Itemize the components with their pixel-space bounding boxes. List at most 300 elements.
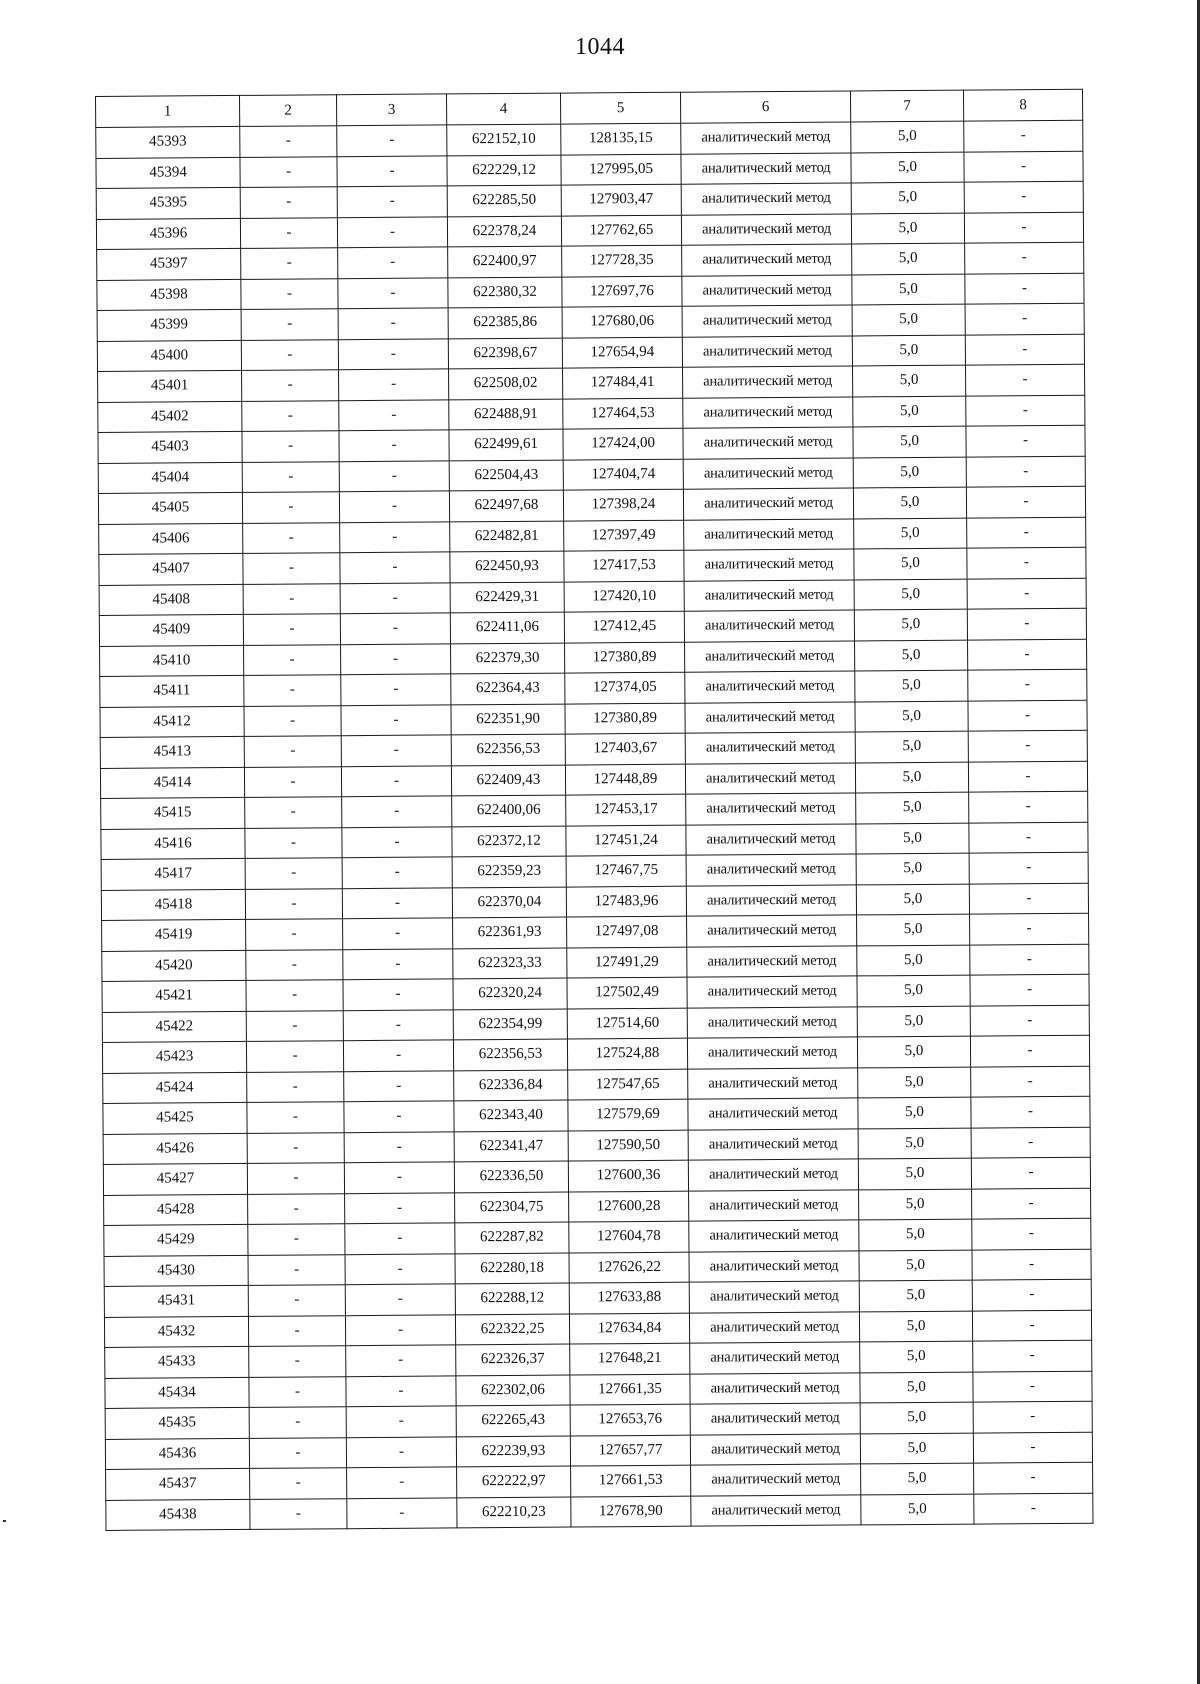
table-cell-col-7: 5,0 (855, 762, 968, 793)
table-cell-col-3: - (337, 216, 447, 247)
table-cell-col-3: - (343, 948, 453, 979)
table-cell-col-7: 5,0 (857, 945, 970, 976)
coordinates-table-container (95, 89, 1092, 1531)
table-cell-col-2: - (242, 492, 339, 523)
table-cell-col-8: - (972, 1249, 1091, 1280)
table-cell-col-5: 127661,35 (570, 1374, 690, 1405)
table-cell-col-7: 5,0 (854, 518, 967, 549)
table-cell-col-8: - (968, 669, 1087, 700)
table-cell-col-6: аналитический метод (681, 122, 851, 154)
table-cell-col-6: аналитический метод (684, 549, 854, 581)
table-cell-col-4: 622400,06 (452, 795, 566, 826)
table-cell-col-6: аналитический метод (689, 1220, 859, 1252)
table-cell-col-2: - (246, 949, 343, 980)
table-cell-col-1: 45434 (105, 1377, 249, 1409)
table-cell-col-5: 127604,78 (569, 1221, 689, 1252)
table-cell-col-6: аналитический метод (690, 1342, 860, 1374)
table-cell-col-4: 622152,10 (447, 124, 561, 155)
table-cell-col-7: 5,0 (856, 884, 969, 915)
table-cell-col-6: аналитический метод (684, 518, 854, 550)
table-cell-col-3: - (342, 887, 452, 918)
table-cell-col-1: 45437 (106, 1468, 250, 1500)
table-cell-col-7: 5,0 (851, 213, 964, 244)
table-cell-col-2: - (245, 888, 342, 919)
table-cell-col-1: 45435 (105, 1407, 249, 1439)
column-header-3: 3 (336, 94, 446, 126)
table-cell-col-2: - (248, 1254, 345, 1285)
table-cell-col-3: - (338, 247, 448, 278)
table-cell-col-3: - (343, 979, 453, 1010)
table-cell-col-2: - (241, 278, 338, 309)
table-cell-col-2: - (249, 1407, 346, 1438)
table-cell-col-8: - (974, 1493, 1093, 1524)
table-cell-col-5: 127417,53 (564, 550, 684, 581)
table-cell-col-8: - (973, 1432, 1092, 1463)
table-cell-col-8: - (967, 547, 1086, 578)
table-cell-col-6: аналитический метод (683, 427, 853, 459)
table-cell-col-4: 622359,23 (452, 856, 566, 887)
table-cell-col-2: - (244, 644, 341, 675)
scan-speck (3, 1520, 6, 1522)
table-cell-col-5: 127467,75 (566, 855, 686, 886)
table-cell-col-4: 622287,82 (455, 1222, 569, 1253)
table-cell-col-8: - (970, 944, 1089, 975)
table-cell-col-3: - (341, 643, 451, 674)
table-cell-col-4: 622343,40 (454, 1100, 568, 1131)
table-cell-col-2: - (240, 187, 337, 218)
table-cell-col-4: 622222,97 (457, 1466, 571, 1497)
table-cell-col-1: 45432 (104, 1316, 248, 1348)
table-cell-col-6: аналитический метод (685, 671, 855, 703)
table-cell-col-4: 622429,31 (450, 582, 564, 613)
table-cell-col-6: аналитический метод (682, 335, 852, 367)
table-cell-col-7: 5,0 (859, 1280, 972, 1311)
table-cell-col-4: 622370,04 (452, 887, 566, 918)
table-cell-col-2: - (250, 1498, 347, 1529)
table-cell-col-5: 127424,00 (563, 428, 683, 459)
table-cell-col-7: 5,0 (855, 731, 968, 762)
table-cell-col-4: 622210,23 (457, 1497, 571, 1528)
table-cell-col-1: 45407 (99, 553, 243, 585)
table-cell-col-7: 5,0 (852, 243, 965, 274)
table-cell-col-7: 5,0 (851, 121, 964, 152)
table-cell-col-1: 45403 (98, 431, 242, 463)
table-cell-col-5: 127762,65 (561, 215, 681, 246)
table-cell-col-2: - (241, 339, 338, 370)
table-cell-col-2: - (242, 461, 339, 492)
table-cell-col-8: - (972, 1188, 1091, 1219)
table-cell-col-8: - (966, 486, 1085, 517)
table-cell-col-7: 5,0 (860, 1433, 973, 1464)
table-cell-col-6: аналитический метод (683, 396, 853, 428)
table-cell-col-6: аналитический метод (685, 762, 855, 794)
column-header-6: 6 (680, 91, 850, 123)
table-cell-col-2: - (245, 827, 342, 858)
table-cell-col-7: 5,0 (853, 396, 966, 427)
table-cell-col-4: 622285,50 (447, 185, 561, 216)
table-cell-col-6: аналитический метод (685, 640, 855, 672)
table-cell-col-5: 127412,45 (564, 611, 684, 642)
table-cell-col-6: аналитический метод (687, 915, 857, 947)
table-cell-col-1: 45397 (97, 248, 241, 280)
table-cell-col-8: - (970, 1005, 1089, 1036)
table-cell-col-6: аналитический метод (687, 976, 857, 1008)
table-cell-col-2: - (242, 400, 339, 431)
table-cell-col-2: - (244, 766, 341, 797)
column-header-1: 1 (96, 95, 240, 127)
table-cell-col-5: 127995,05 (561, 154, 681, 185)
table-cell-col-5: 127491,29 (567, 947, 687, 978)
table-cell-col-1: 45424 (103, 1072, 247, 1104)
table-cell-col-5: 128135,15 (561, 123, 681, 154)
table-cell-col-6: аналитический метод (691, 1494, 861, 1526)
table-cell-col-4: 622411,06 (450, 612, 564, 643)
table-cell-col-7: 5,0 (856, 853, 969, 884)
table-cell-col-5: 127654,94 (562, 337, 682, 368)
table-cell-col-2: - (249, 1346, 346, 1377)
table-cell-col-7: 5,0 (859, 1311, 972, 1342)
table-cell-col-2: - (245, 797, 342, 828)
table-cell-col-7: 5,0 (854, 579, 967, 610)
table-cell-col-5: 127590,50 (568, 1130, 688, 1161)
table-cell-col-7: 5,0 (858, 1097, 971, 1128)
table-cell-col-1: 45416 (101, 828, 245, 860)
table-cell-col-3: - (337, 125, 447, 156)
table-cell-col-2: - (240, 156, 337, 187)
table-cell-col-7: 5,0 (853, 457, 966, 488)
table-cell-col-6: аналитический метод (688, 1098, 858, 1130)
table-cell-col-8: - (971, 1066, 1090, 1097)
table-cell-col-2: - (244, 675, 341, 706)
table-cell-col-8: - (971, 1096, 1090, 1127)
table-cell-col-6: аналитический метод (684, 610, 854, 642)
table-cell-col-6: аналитический метод (683, 488, 853, 520)
column-header-2: 2 (239, 95, 336, 127)
table-cell-col-6: аналитический метод (686, 884, 856, 916)
table-cell-col-3: - (339, 369, 449, 400)
table-cell-col-6: аналитический метод (681, 183, 851, 215)
table-cell-col-6: аналитический метод (688, 1067, 858, 1099)
table-cell-col-6: аналитический метод (690, 1433, 860, 1465)
table-cell-col-8: - (972, 1310, 1091, 1341)
table-cell-col-3: - (338, 277, 448, 308)
table-cell-col-7: 5,0 (860, 1341, 973, 1372)
table-cell-col-4: 622288,12 (455, 1283, 569, 1314)
table-cell-col-3: - (338, 338, 448, 369)
table-cell-col-3: - (345, 1253, 455, 1284)
table-cell-col-3: - (345, 1223, 455, 1254)
table-cell-col-8: - (965, 364, 1084, 395)
table-cell-col-2: - (246, 919, 343, 950)
table-cell-col-2: - (243, 522, 340, 553)
table-cell-col-8: - (972, 1218, 1091, 1249)
table-cell-col-3: - (347, 1497, 457, 1528)
table-cell-col-1: 45406 (99, 523, 243, 555)
table-cell-col-5: 127524,88 (567, 1038, 687, 1069)
table-cell-col-8: - (972, 1279, 1091, 1310)
table-cell-col-7: 5,0 (857, 1006, 970, 1037)
table-cell-col-4: 622302,06 (456, 1375, 570, 1406)
table-cell-col-6: аналитический метод (689, 1189, 859, 1221)
table-cell-col-3: - (345, 1314, 455, 1345)
table-cell-col-1: 45405 (98, 492, 242, 524)
table-cell-col-8: - (969, 852, 1088, 883)
table-cell-col-2: - (244, 736, 341, 767)
table-cell-col-3: - (346, 1436, 456, 1467)
table-cell-col-1: 45399 (97, 309, 241, 341)
table-cell-col-3: - (341, 735, 451, 766)
table-cell-col-3: - (337, 186, 447, 217)
table-cell-col-1: 45429 (104, 1224, 248, 1256)
table-cell-col-3: - (340, 613, 450, 644)
table-cell-col-4: 622372,12 (452, 826, 566, 857)
table-cell-col-8: - (971, 1127, 1090, 1158)
table-cell-col-2: - (249, 1376, 346, 1407)
table-cell-col-2: - (249, 1437, 346, 1468)
table-cell-col-7: 5,0 (857, 1036, 970, 1067)
table-cell-col-7: 5,0 (859, 1189, 972, 1220)
table-cell-col-5: 127398,24 (563, 489, 683, 520)
table-cell-col-4: 622499,61 (449, 429, 563, 460)
table-cell-col-1: 45402 (98, 401, 242, 433)
table-cell-col-5: 127514,60 (567, 1008, 687, 1039)
coordinates-table (95, 89, 1093, 1531)
table-cell-col-5: 127633,88 (569, 1282, 689, 1313)
table-cell-col-1: 45418 (101, 889, 245, 921)
table-cell-col-4: 622450,93 (450, 551, 564, 582)
table-cell-col-7: 5,0 (856, 792, 969, 823)
table-cell-col-1: 45419 (102, 919, 246, 951)
table-cell-col-4: 622508,02 (449, 368, 563, 399)
table-cell-col-3: - (342, 796, 452, 827)
table-cell-col-8: - (966, 456, 1085, 487)
table-cell-col-7: 5,0 (852, 304, 965, 335)
table-cell-col-2: - (247, 1163, 344, 1194)
table-cell-col-7: 5,0 (861, 1494, 974, 1525)
table-cell-col-5: 127680,06 (562, 306, 682, 337)
table-cell-col-7: 5,0 (853, 487, 966, 518)
table-cell-col-1: 45404 (98, 462, 242, 494)
table-cell-col-2: - (242, 431, 339, 462)
table-cell-col-8: - (973, 1371, 1092, 1402)
table-cell-col-3: - (340, 582, 450, 613)
table-cell-col-4: 622380,32 (448, 277, 562, 308)
table-cell-col-4: 622378,24 (447, 216, 561, 247)
table-cell-col-1: 45412 (100, 706, 244, 738)
table-cell-col-1: 45415 (101, 797, 245, 829)
table-cell-col-3: - (345, 1284, 455, 1315)
table-cell-col-1: 45430 (104, 1255, 248, 1287)
table-cell-col-7: 5,0 (852, 365, 965, 396)
table-cell-col-1: 45425 (103, 1102, 247, 1134)
table-cell-col-6: аналитический метод (690, 1403, 860, 1435)
table-cell-col-1: 45422 (102, 1011, 246, 1043)
table-cell-col-7: 5,0 (861, 1463, 974, 1494)
table-cell-col-5: 127403,67 (565, 733, 685, 764)
table-cell-col-6: аналитический метод (686, 854, 856, 886)
table-cell-col-7: 5,0 (855, 640, 968, 671)
table-cell-col-8: - (964, 212, 1083, 243)
table-cell-col-4: 622336,84 (454, 1070, 568, 1101)
table-cell-col-1: 45395 (96, 187, 240, 219)
table-cell-col-2: - (243, 553, 340, 584)
table-cell-col-4: 622504,43 (449, 460, 563, 491)
table-cell-col-3: - (341, 765, 451, 796)
table-cell-col-8: - (964, 151, 1083, 182)
table-cell-col-8: - (970, 913, 1089, 944)
table-cell-col-8: - (965, 273, 1084, 304)
table-cell-col-4: 622336,50 (454, 1161, 568, 1192)
table-cell-col-1: 45408 (99, 584, 243, 616)
table-cell-col-8: - (966, 395, 1085, 426)
table-cell-col-4: 622239,93 (456, 1436, 570, 1467)
table-cell-col-5: 127404,74 (563, 459, 683, 490)
table-cell-col-4: 622265,43 (456, 1405, 570, 1436)
table-cell-col-8: - (965, 334, 1084, 365)
table-cell-col-2: - (250, 1468, 347, 1499)
table-cell-col-2: - (245, 858, 342, 889)
table-cell-col-8: - (964, 120, 1083, 151)
table-cell-col-1: 45398 (97, 279, 241, 311)
table-cell-col-7: 5,0 (854, 609, 967, 640)
table-cell-col-6: аналитический метод (687, 1006, 857, 1038)
table-cell-col-6: аналитический метод (687, 1037, 857, 1069)
table-cell-col-8: - (973, 1401, 1092, 1432)
table-cell-col-2: - (246, 1010, 343, 1041)
table-cell-col-5: 127397,49 (564, 520, 684, 551)
table-cell-col-2: - (246, 980, 343, 1011)
table-cell-col-1: 45436 (105, 1438, 249, 1470)
table-cell-col-4: 622482,81 (450, 521, 564, 552)
table-cell-col-1: 45413 (100, 736, 244, 768)
table-cell-col-1: 45396 (96, 218, 240, 250)
table-cell-col-7: 5,0 (859, 1219, 972, 1250)
table-cell-col-5: 127648,21 (570, 1343, 690, 1374)
table-cell-col-8: - (967, 517, 1086, 548)
table-cell-col-4: 622322,25 (455, 1314, 569, 1345)
table-cell-col-5: 127903,47 (561, 184, 681, 215)
table-cell-col-1: 45394 (96, 157, 240, 189)
table-cell-col-5: 127579,69 (568, 1099, 688, 1130)
table-cell-col-4: 622354,99 (453, 1009, 567, 1040)
table-cell-col-4: 622409,43 (451, 765, 565, 796)
table-cell-col-4: 622229,12 (447, 155, 561, 186)
table-cell-col-6: аналитический метод (682, 244, 852, 276)
table-cell-col-3: - (344, 1162, 454, 1193)
table-row (106, 1493, 1093, 1531)
table-body (96, 120, 1093, 1530)
table-cell-col-7: 5,0 (857, 975, 970, 1006)
table-cell-col-5: 127451,24 (566, 825, 686, 856)
table-cell-col-8: - (970, 974, 1089, 1005)
table-cell-col-3: - (340, 552, 450, 583)
table-cell-col-5: 127420,10 (564, 581, 684, 612)
table-cell-col-1: 45393 (96, 126, 240, 158)
table-cell-col-2: - (240, 217, 337, 248)
table-cell-col-3: - (339, 399, 449, 430)
table-cell-col-1: 45428 (104, 1194, 248, 1226)
column-header-5: 5 (560, 92, 680, 124)
table-cell-col-4: 622304,75 (455, 1192, 569, 1223)
table-cell-col-1: 45426 (103, 1133, 247, 1165)
table-cell-col-4: 622323,33 (453, 948, 567, 979)
column-header-4: 4 (446, 93, 560, 125)
table-cell-col-4: 622488,91 (449, 399, 563, 430)
table-cell-col-3: - (339, 491, 449, 522)
table-cell-col-2: - (247, 1102, 344, 1133)
table-cell-col-8: - (970, 1035, 1089, 1066)
table-cell-col-4: 622379,30 (451, 643, 565, 674)
table-cell-col-4: 622341,47 (454, 1131, 568, 1162)
table-cell-col-1: 45431 (104, 1285, 248, 1317)
table-cell-col-3: - (339, 430, 449, 461)
table-cell-col-5: 127657,77 (570, 1435, 690, 1466)
table-cell-col-2: - (241, 309, 338, 340)
table-cell-col-5: 127448,89 (565, 764, 685, 795)
table-cell-col-8: - (968, 700, 1087, 731)
table-cell-col-7: 5,0 (853, 426, 966, 457)
table-cell-col-5: 127678,90 (571, 1496, 691, 1527)
table-cell-col-2: - (248, 1193, 345, 1224)
table-cell-col-8: - (969, 822, 1088, 853)
table-cell-col-4: 622356,53 (453, 1039, 567, 1070)
table-cell-col-1: 45410 (100, 645, 244, 677)
column-header-7: 7 (850, 90, 963, 122)
table-cell-col-8: - (966, 425, 1085, 456)
table-cell-col-3: - (343, 1040, 453, 1071)
table-cell-col-6: аналитический метод (688, 1159, 858, 1191)
table-cell-col-5: 127547,65 (568, 1069, 688, 1100)
table-cell-col-6: аналитический метод (682, 274, 852, 306)
table-cell-col-6: аналитический метод (681, 213, 851, 245)
table-cell-col-3: - (344, 1101, 454, 1132)
table-cell-col-4: 622385,86 (448, 307, 562, 338)
table-cell-col-3: - (343, 1009, 453, 1040)
table-cell-col-4: 622361,93 (453, 917, 567, 948)
table-cell-col-2: - (248, 1224, 345, 1255)
table-cell-col-1: 45420 (102, 950, 246, 982)
table-cell-col-7: 5,0 (851, 182, 964, 213)
table-cell-col-6: аналитический метод (688, 1128, 858, 1160)
table-cell-col-8: - (969, 883, 1088, 914)
table-cell-col-5: 127728,35 (562, 245, 682, 276)
table-cell-col-2: - (243, 583, 340, 614)
table-cell-col-5: 127497,08 (567, 916, 687, 947)
table-cell-col-6: аналитический метод (685, 732, 855, 764)
table-cell-col-6: аналитический метод (683, 457, 853, 489)
table-cell-col-8: - (964, 181, 1083, 212)
table-cell-col-4: 622356,53 (451, 734, 565, 765)
page-number: 1044 (575, 34, 625, 60)
table-cell-col-2: - (240, 126, 337, 157)
table-cell-col-1: 45427 (103, 1163, 247, 1195)
table-cell-col-2: - (241, 248, 338, 279)
table-cell-col-7: 5,0 (856, 823, 969, 854)
table-cell-col-5: 127484,41 (563, 367, 683, 398)
table-cell-col-7: 5,0 (855, 670, 968, 701)
table-cell-col-8: - (969, 791, 1088, 822)
table-cell-col-3: - (340, 521, 450, 552)
table-cell-col-4: 622400,97 (448, 246, 562, 277)
table-cell-col-8: - (967, 578, 1086, 609)
table-cell-col-1: 45433 (105, 1346, 249, 1378)
table-cell-col-7: 5,0 (857, 914, 970, 945)
table-cell-col-3: - (337, 155, 447, 186)
table-cell-col-2: - (248, 1285, 345, 1316)
table-cell-col-4: 622351,90 (451, 704, 565, 735)
table-cell-col-7: 5,0 (859, 1250, 972, 1281)
table-cell-col-4: 622326,37 (456, 1344, 570, 1375)
